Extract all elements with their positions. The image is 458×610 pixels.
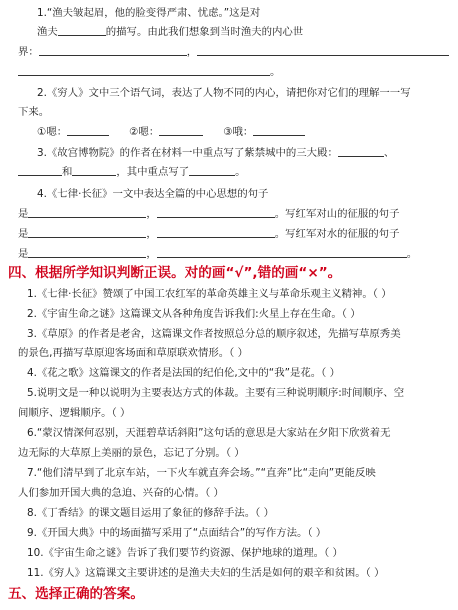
judge-item-7: 7.“他们清早到了北京车站，一下火车就直奔会场。”“直奔”比“走向”更能反映 bbox=[27, 467, 376, 479]
q4-blank-4[interactable] bbox=[157, 226, 275, 238]
judge-item-1: 1.《七律·长征》赞颂了中国工农红军的革命英雄主义与革命乐观主义精神。（ ） bbox=[27, 288, 392, 300]
judge-item-3: 3.《草原》的作者是老舍，这篇课文作者按照总分总的顺序叙述，先描写草原秀美 bbox=[27, 328, 401, 340]
q4-line-3: 是 ， 。写红军对水的征服的句子 bbox=[18, 228, 400, 240]
judge-item-9: 9.《开国大典》中的场面描写采用了“点面结合”的写作方法。（ ） bbox=[27, 527, 327, 539]
judge-item-6: 6.“蒙汉情深何忍别，天涯碧草话斜阳”这句话的意思是大家站在夕阳下欣赏着无 bbox=[27, 427, 391, 439]
q1-line-3: 界： ， bbox=[0, 44, 458, 60]
q1-blank-2[interactable] bbox=[39, 44, 187, 56]
q4-blank-3[interactable] bbox=[28, 226, 146, 238]
q2-line-2: 下来。 bbox=[18, 106, 50, 118]
section-4-title: 四、根据所学知识判断正误。对的画“√”,错的画“×”。 bbox=[8, 265, 342, 281]
q1-blank-4[interactable] bbox=[18, 64, 270, 76]
judge-item-5-cont: 间顺序、逻辑顺序。（ ） bbox=[18, 407, 131, 419]
q1-line-4: 。 bbox=[0, 64, 458, 80]
q1-blank-1[interactable] bbox=[58, 24, 106, 36]
q2-blank-1[interactable] bbox=[67, 124, 109, 136]
q4-blank-5[interactable] bbox=[28, 246, 146, 258]
q2-line-1: 2.《穷人》文中三个语气词，表达了人物不同的内心，请把你对它们的理解一一写 bbox=[37, 87, 411, 99]
q3-blank-1[interactable] bbox=[338, 145, 384, 157]
q1-line-1: 1.“渔夫皱起眉，他的脸变得严肃、忧虑。”这是对 bbox=[37, 7, 261, 19]
q1-line-2: 渔夫 的描写。由此我们想象到当时渔夫的内心世 bbox=[37, 26, 304, 38]
judge-item-8: 8.《丁香结》的课文题目运用了象征的修辞手法。（ ） bbox=[27, 507, 274, 519]
judge-item-10: 10.《宇宙生命之谜》告诉了我们要节约资源、保护地球的道理。（ ） bbox=[27, 547, 343, 559]
q2-blank-2[interactable] bbox=[159, 124, 203, 136]
judge-item-3-cont: 的景色,再描写草原迎客场面和草原联欢情形。（ ） bbox=[18, 347, 248, 359]
q4-line-2: 是 ， 。写红军对山的征服的句子 bbox=[18, 208, 400, 220]
q4-blank-1[interactable] bbox=[28, 206, 146, 218]
judge-item-4: 4.《花之歌》这篇课文的作者是法国的纪伯伦,文中的“我”是花。（ ） bbox=[27, 367, 341, 379]
q3-blank-3[interactable] bbox=[72, 164, 116, 176]
q2-blank-3[interactable] bbox=[253, 124, 305, 136]
q4-line-4: 是 ， 。 bbox=[18, 248, 418, 260]
q2-line-3: ①嗯： ②嗯： ③哦： bbox=[0, 124, 458, 140]
q4-blank-6[interactable] bbox=[157, 246, 407, 258]
q3-line-1: 3.《故宫博物院》的作者在材料一中重点写了紫禁城中的三大殿： 、 bbox=[37, 147, 395, 159]
q3-line-2: 和 ，其中重点写了 。 bbox=[0, 164, 458, 180]
judge-item-11: 11.《穷人》这篇课文主要讲述的是渔夫夫妇的生活是如何的艰辛和贫困。（ ） bbox=[27, 567, 385, 579]
section-5-title: 五、选择正确的答案。 bbox=[8, 586, 144, 602]
judge-item-7-cont: 人们参加开国大典的急迫、兴奋的心情。（ ） bbox=[18, 487, 224, 499]
q4-line-1: 4.《七律·长征》一文中表达全篇的中心思想的句子 bbox=[37, 188, 269, 200]
q4-blank-2[interactable] bbox=[157, 206, 275, 218]
q3-blank-4[interactable] bbox=[189, 164, 235, 176]
judge-item-2: 2.《宇宙生命之谜》这篇课文从各种角度告诉我们:火星上存在生命。（ ） bbox=[27, 308, 361, 320]
q3-blank-2[interactable] bbox=[18, 164, 62, 176]
judge-item-5: 5.说明文是一种以说明为主要表达方式的体裁。主要有三种说明顺序:时间顺序、空 bbox=[27, 387, 405, 399]
q1-blank-3[interactable] bbox=[197, 44, 449, 56]
judge-item-6-cont: 边无际的大草原上美丽的景色，忘记了分别。（ ） bbox=[18, 447, 245, 459]
